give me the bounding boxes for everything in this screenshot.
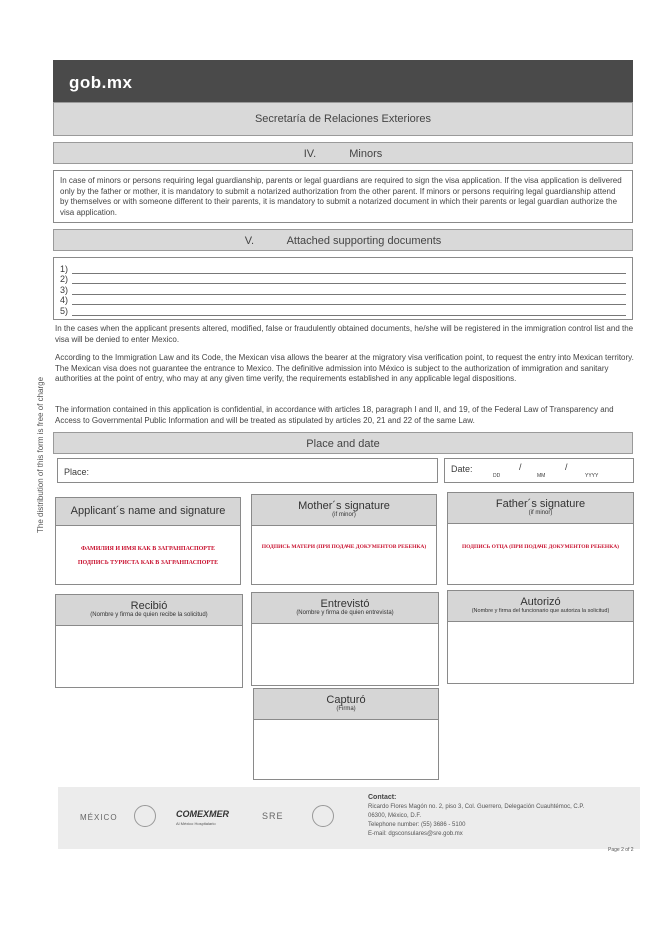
contact-address-2: 06300, México, D.F. bbox=[368, 813, 422, 819]
header-bar bbox=[53, 60, 633, 102]
section-4-body bbox=[53, 170, 633, 223]
mother-signature-sub: (if minor) bbox=[332, 512, 356, 518]
ministry-title: Secretaría de Relaciones Exteriores bbox=[254, 113, 432, 125]
side-note: The distribution of this form is free of charge bbox=[36, 376, 45, 533]
seal-icon bbox=[134, 805, 156, 827]
footer bbox=[58, 787, 640, 849]
autorizo-box[interactable] bbox=[447, 590, 634, 684]
sre-seal-icon bbox=[312, 805, 334, 827]
section-4-text: In case of minors or persons requiring legal guardianship, parents or legal guardians are required to sign the visa application. If the visa application is delivered only by the father or mother, it is mandatory to submit a notarized authorization from the other parent. If minors or persons requiring legal guardianship attend by themselves or with someone different to their parents, it is mandatory to submit a notarized document in which their parents or legal guardian authorize the visa application. bbox=[60, 176, 622, 217]
recibio-box[interactable] bbox=[55, 594, 243, 688]
date-separator-1: / bbox=[519, 462, 522, 472]
applicant-signature-note: ПОДПИСЬ ТУРИСТА КАК В ЗАГРАНПАСПОРТЕ bbox=[77, 560, 219, 566]
ministry-bar bbox=[53, 102, 633, 136]
section-4-header bbox=[53, 142, 633, 164]
entrevisto-sub: (Nombre y firma de quien entrevista) bbox=[296, 610, 394, 616]
mother-signature-box[interactable] bbox=[251, 494, 437, 585]
place-date-header bbox=[53, 432, 633, 454]
documents-list bbox=[53, 257, 633, 320]
applicant-signature-title: Applicant´s name and signature bbox=[56, 498, 240, 526]
father-signature-sub: (if minor) bbox=[528, 510, 553, 516]
recibio-header bbox=[56, 595, 242, 626]
contact-details bbox=[368, 803, 584, 839]
mother-signature-header bbox=[252, 495, 436, 526]
place-date-title: Place and date bbox=[306, 438, 380, 450]
autorizo-title: Autorizó bbox=[520, 596, 561, 608]
legal-paragraph-3: The information contained in this application is confidential, in accordance with articles 18, paragraph I and II, and 19, of the Federal Law of Transparency and Access to Governmental Public Information and will be treated as stipulated by articles 20, 21 and 22 of the same Law. bbox=[55, 405, 614, 425]
autorizo-sub: (Nombre y firma del funcionario que autoriza la solicitud) bbox=[471, 608, 610, 614]
section-5-title: Attached supporting documents bbox=[286, 235, 442, 247]
recibio-sub: (Nombre y firma de quien recibe la solicitud) bbox=[90, 612, 208, 618]
section-4-title: Minors bbox=[349, 148, 383, 160]
legal-paragraph-2: According to the Immigration Law and its Code, the Mexican visa allows the bearer at the migratory visa verification point, to request the entry into Mexican territory. The Mexican visa does not guarantee the entrance to Mexico. The definitive admission into México is subject to the authorization of immigration and sanitary authorities at the point of entry, who may at any given time verify, the requirements established in any applicable legal dispositions. bbox=[55, 353, 634, 383]
father-signature-header bbox=[448, 493, 633, 524]
comexmer-logo: COMEXMER bbox=[176, 809, 230, 819]
sre-logo: SRE bbox=[262, 811, 284, 821]
contact-address-1: Ricardo Flores Magón no. 2, piso 3, Col. Guerrero, Delegación Cuauhtémoc, C.P. bbox=[368, 804, 585, 810]
father-signature-note: ПОДПИСЬ ОТЦА (ПРИ ПОДАЧЕ ДОКУМЕНТОВ РЕБЕНКА) bbox=[461, 544, 620, 550]
capturo-sub: (Firma) bbox=[336, 706, 356, 712]
gobmx-logo: gob.mx bbox=[69, 73, 133, 92]
contact-email[interactable]: E-mail: dgsconsulares@sre.gob.mx bbox=[368, 831, 463, 837]
entrevisto-header bbox=[252, 593, 438, 624]
contact-phone: Telephone number: (55) 3686 - 5100 bbox=[368, 822, 466, 828]
mother-signature-note: ПОДПИСЬ МАТЕРИ (ПРИ ПОДАЧЕ ДОКУМЕНТОВ РЕБЕНКА) bbox=[261, 544, 427, 550]
date-yyyy-hint: YYYY bbox=[585, 473, 599, 479]
entrevisto-title: Entrevistó bbox=[320, 598, 370, 610]
date-dd-hint: DD bbox=[493, 473, 501, 479]
contact-title: Contact: bbox=[368, 794, 397, 801]
document-line-2[interactable]: 2) bbox=[60, 274, 626, 285]
applicant-signature-box[interactable] bbox=[55, 497, 241, 585]
date-label: Date: bbox=[451, 464, 473, 474]
date-mm-hint: MM bbox=[537, 473, 546, 479]
place-label: Place: bbox=[64, 467, 90, 477]
page-number: Page 2 of 2 bbox=[608, 847, 634, 853]
applicant-name-note: ФАМИЛИЯ И ИМЯ КАК В ЗАГРАНПАСПОРТЕ bbox=[80, 546, 216, 552]
capturo-title: Capturó bbox=[326, 694, 366, 706]
date-field[interactable] bbox=[444, 458, 634, 483]
father-signature-box[interactable] bbox=[447, 492, 634, 585]
mexico-logo: MÉXICO bbox=[80, 813, 118, 822]
document-line-5[interactable]: 5) bbox=[60, 305, 626, 316]
date-separator-2: / bbox=[565, 462, 568, 472]
section-4-number: IV. bbox=[303, 148, 317, 160]
mother-signature-title: Mother´s signature bbox=[298, 500, 390, 512]
capturo-box[interactable] bbox=[253, 688, 439, 780]
father-signature-title: Father´s signature bbox=[495, 498, 586, 510]
autorizo-header bbox=[448, 591, 633, 622]
document-line-4[interactable]: 4) bbox=[60, 295, 626, 306]
place-field[interactable] bbox=[57, 458, 438, 483]
section-5-number: V. bbox=[244, 235, 255, 247]
comexmer-tagline: Al México Hospitalario bbox=[176, 821, 216, 826]
capturo-header bbox=[254, 689, 438, 720]
legal-paragraph-1: In the cases when the applicant presents altered, modified, false or fraudulently obtained documents, he/she will be registered in the immigration control list and the visa will be denied to enter Mexico. bbox=[55, 324, 634, 344]
document-line-3[interactable]: 3) bbox=[60, 284, 626, 295]
section-5-header bbox=[53, 229, 633, 251]
recibio-title: Recibió bbox=[130, 600, 168, 612]
entrevisto-box[interactable] bbox=[251, 592, 439, 686]
document-line-1[interactable]: 1) bbox=[60, 263, 626, 274]
